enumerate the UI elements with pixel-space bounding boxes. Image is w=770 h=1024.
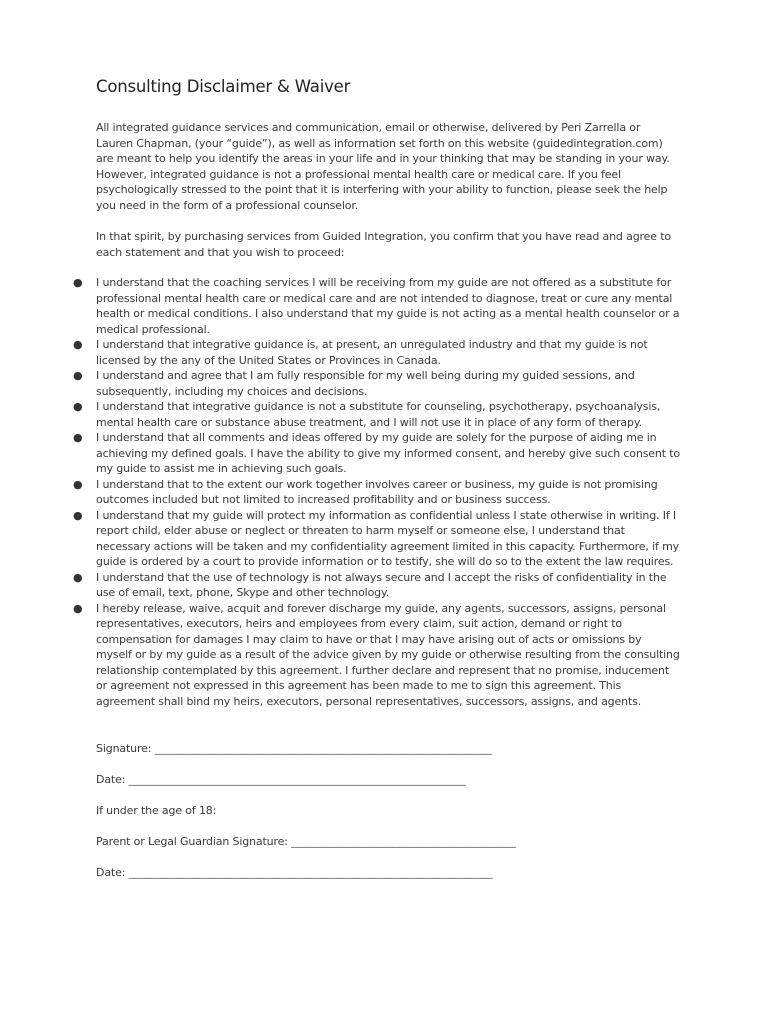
signature-field[interactable]: _______________________________________________________________ xyxy=(154,742,492,755)
list-item xyxy=(73,570,680,601)
signature-line[interactable] xyxy=(96,741,492,756)
bullet-icon: ● xyxy=(73,400,83,413)
minor-note: If under the age of 18: xyxy=(96,804,217,817)
list-item xyxy=(73,601,680,710)
list-item-text: I understand that the coaching services I will be receiving from my guide are not offered as a substitute for professional mental health care or medical care and are not intended to diagnose, treat or cure any mental health or medical conditions. I also understand that my guide is not acting as a mental health counselor or a medical professional. xyxy=(96,276,680,336)
list-item-text: I understand that to the extent our work together involves career or business, my guide is not promising outcomes included but not limited to increased profitability and or business success. xyxy=(96,477,658,506)
guardian-signature-label: Parent or Legal Guardian Signature: xyxy=(96,835,288,848)
list-item-text: I understand that integrative guidance is not a substitute for counseling, psychotherapy, psychoanalysis, mental health care or substance abuse treatment, and I will not use it in place of any form of therapy. xyxy=(96,400,661,429)
list-item-text: I understand that the use of technology is not always secure and I accept the risks of confidentiality in the use of email, text, phone, Skype and other technology. xyxy=(96,570,667,599)
list-item-text: I understand and agree that I am fully responsible for my well being during my guided sessions, and subsequently, including my choices and decisions. xyxy=(96,369,635,398)
guardian-date-label: Date: xyxy=(96,866,126,879)
list-item xyxy=(73,477,680,508)
intro-paragraph: All integrated guidance services and communication, email or otherwise, delivered by Peri Zarrella or Lauren Chapman, (your “guide”), as well as information set forth on this website (guidedintegration.com) are meant to help you identify the areas in your life and in your thinking that may be standing in your way. However, integrated guidance is not a professional mental health care or medical care. If you feel psychologically stressed to the point that it is interfering with your ability to function, please seek the help you need in the form of a professional counselor. xyxy=(96,121,670,212)
guardian-date-field[interactable]: ____________________________________________________________________ xyxy=(128,866,493,879)
signature-label: Signature: xyxy=(96,742,152,755)
bullet-icon: ● xyxy=(73,601,83,615)
spirit-paragraph: In that spirit, by purchasing services from Guided Integration, you confirm that you have read and agree to each statement and that you wish to proceed: xyxy=(96,230,671,259)
list-item xyxy=(73,337,680,368)
list-item xyxy=(73,508,680,570)
list-item xyxy=(73,399,680,430)
list-item-text: I understand that integrative guidance is, at present, an unregulated industry and that my guide is not licensed by the any of the United States or Provinces in Canada. xyxy=(96,338,648,367)
guardian-signature-field[interactable]: __________________________________________ xyxy=(291,835,516,848)
date-label: Date: xyxy=(96,773,126,786)
date-line[interactable] xyxy=(96,772,466,787)
bullet-icon: ● xyxy=(73,570,83,584)
date-field[interactable]: _______________________________________________________________ xyxy=(128,773,466,786)
bullet-icon: ● xyxy=(73,431,83,444)
list-item xyxy=(73,368,680,399)
list-item xyxy=(73,275,680,337)
agreement-list xyxy=(73,275,680,709)
guardian-date-line[interactable] xyxy=(96,865,492,880)
list-item-text: I understand that my guide will protect my information as confidential unless I state otherwise in writing. If I report child, elder abuse or neglect or threaten to harm myself or someone else, I understand that necessary actions will be taken and my confidentiality agreement limited in this capacity. Furthermore, if my guide is ordered by a court to provide information or to testify, she will do so to the extent the law requires. xyxy=(96,508,679,568)
document-title: Consulting Disclaimer & Waiver xyxy=(96,77,351,96)
bullet-icon: ● xyxy=(73,276,83,289)
guardian-signature-line[interactable] xyxy=(96,834,516,849)
bullet-icon: ● xyxy=(73,369,83,382)
list-item-text: I hereby release, waive, acquit and forever discharge my guide, any agents, successors, assigns, personal representatives, executors, heirs and employees from every claim, suit action, demand or right to compensation for damages I may claim to have or that I may have arising out of acts or omissions by myself or by my guide as a result of the advice given by my guide or otherwise resulting from the consulting relationship contemplated by this agreement. I further declare and represent that no promise, inducement or agreement not expressed in this agreement has been made to me to sign this agreement. This agreement shall bind my heirs, executors, personal representatives, successors, assigns, and agents. xyxy=(96,601,680,708)
list-item xyxy=(73,430,680,477)
bullet-icon: ● xyxy=(73,508,83,522)
list-item-text: I understand that all comments and ideas offered by my guide are solely for the purpose of aiding me in achieving my defined goals. I have the ability to give my informed consent, and hereby give such consent to my guide to assist me in achieving such goals. xyxy=(96,431,680,475)
bullet-icon: ● xyxy=(73,338,83,351)
bullet-icon: ● xyxy=(73,477,83,491)
